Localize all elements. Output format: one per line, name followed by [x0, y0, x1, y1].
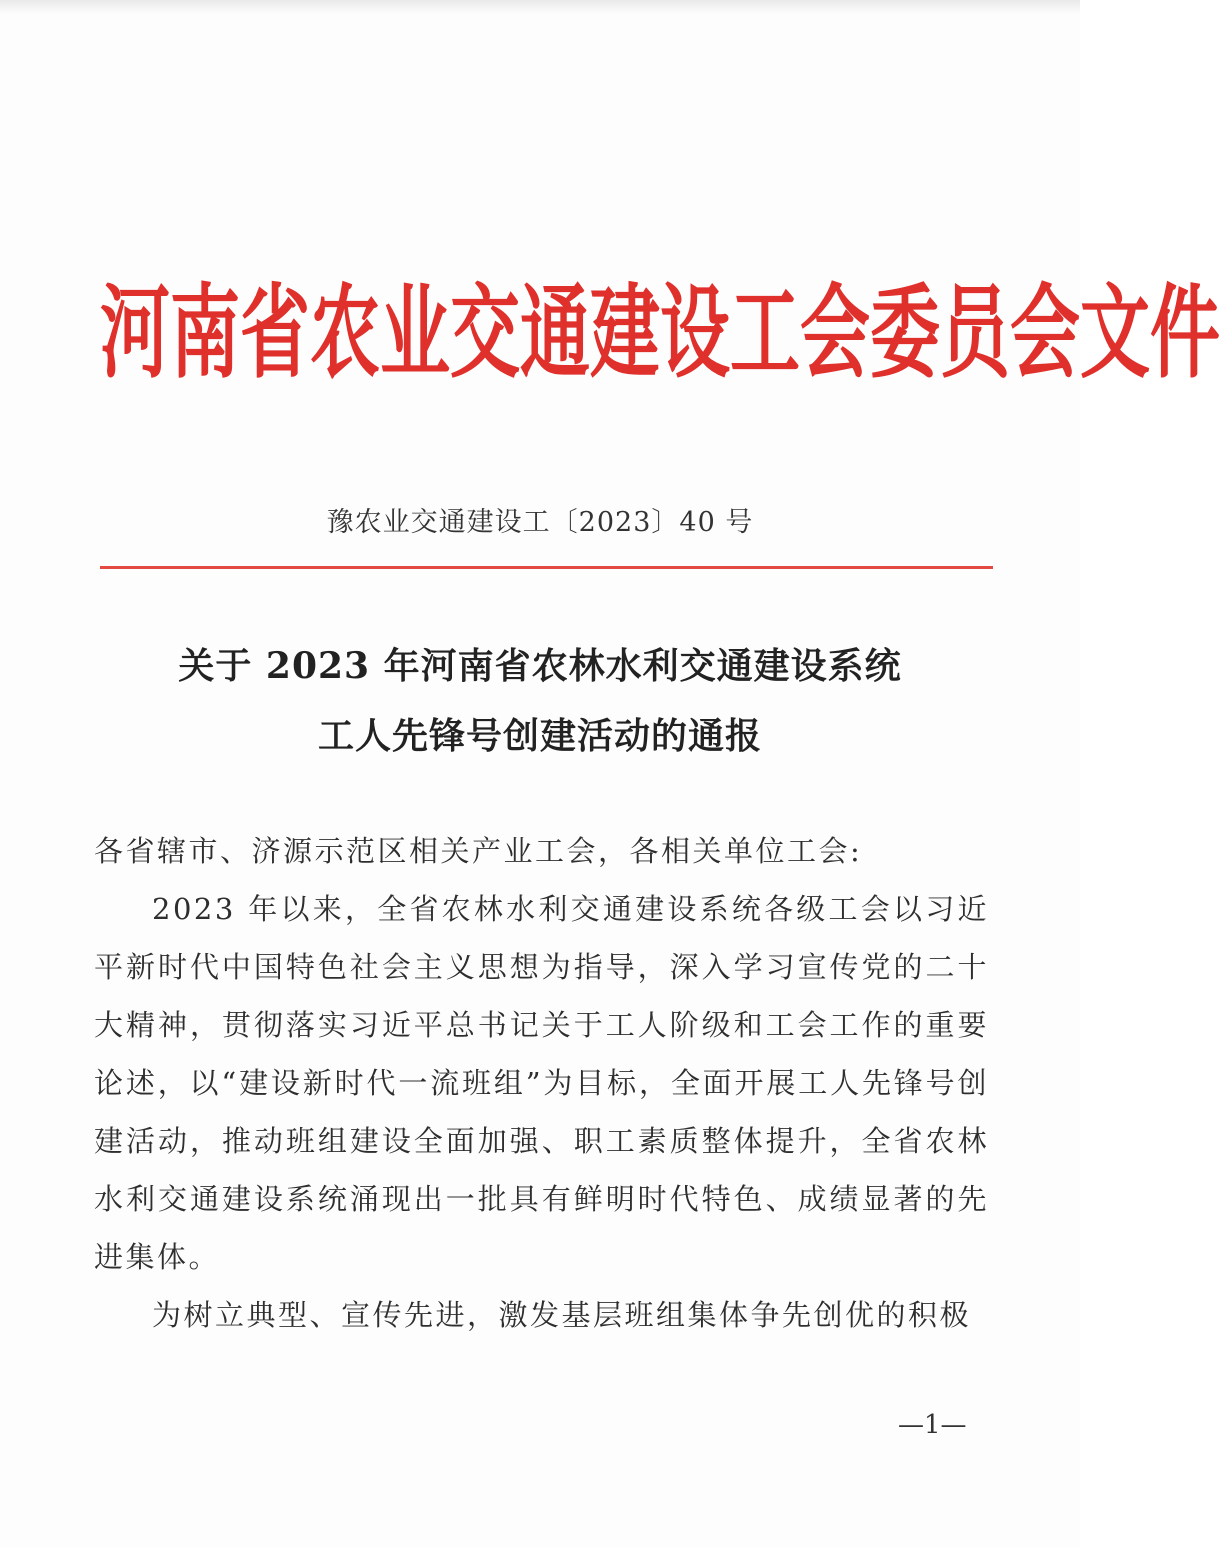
document-title-line-2: 工人先锋号创建活动的通报 [317, 715, 762, 757]
page-top-shadow [0, 0, 1080, 14]
red-divider-line [100, 566, 993, 569]
document-number: 豫农业交通建设工〔2023〕40 号 [326, 507, 754, 538]
document-title-line-1: 关于 2023 年河南省农林水利交通建设系统 [178, 645, 902, 687]
body-paragraph-1: 2023 年以来，全省农林水利交通建设系统各级工会以习近平新时代中国特色社会主义思想为指导，深入学习宣传党的二十大精神，贯彻落实习近平总书记关于工人阶级和工会工作的重要论述，以“建设新时代一流班组”为目标，全面开展工人先锋号创建活动，推动班组建设全面加强、职工素质整体提升，全省农林水利交通建设系统涌现出一批具有鲜明时代特色、成绩显著的先进集体。 [94, 892, 989, 1274]
salutation: 各省辖市、济源示范区相关产业工会，各相关单位工会: [94, 834, 863, 868]
document-red-header: 河南省农业交通建设工会委员会文件 [100, 272, 1220, 393]
body-paragraph-2: 为树立典型、宣传先进，激发基层班组集体争先创优的积极 [152, 1298, 972, 1332]
page-number: —1— [898, 1410, 967, 1440]
